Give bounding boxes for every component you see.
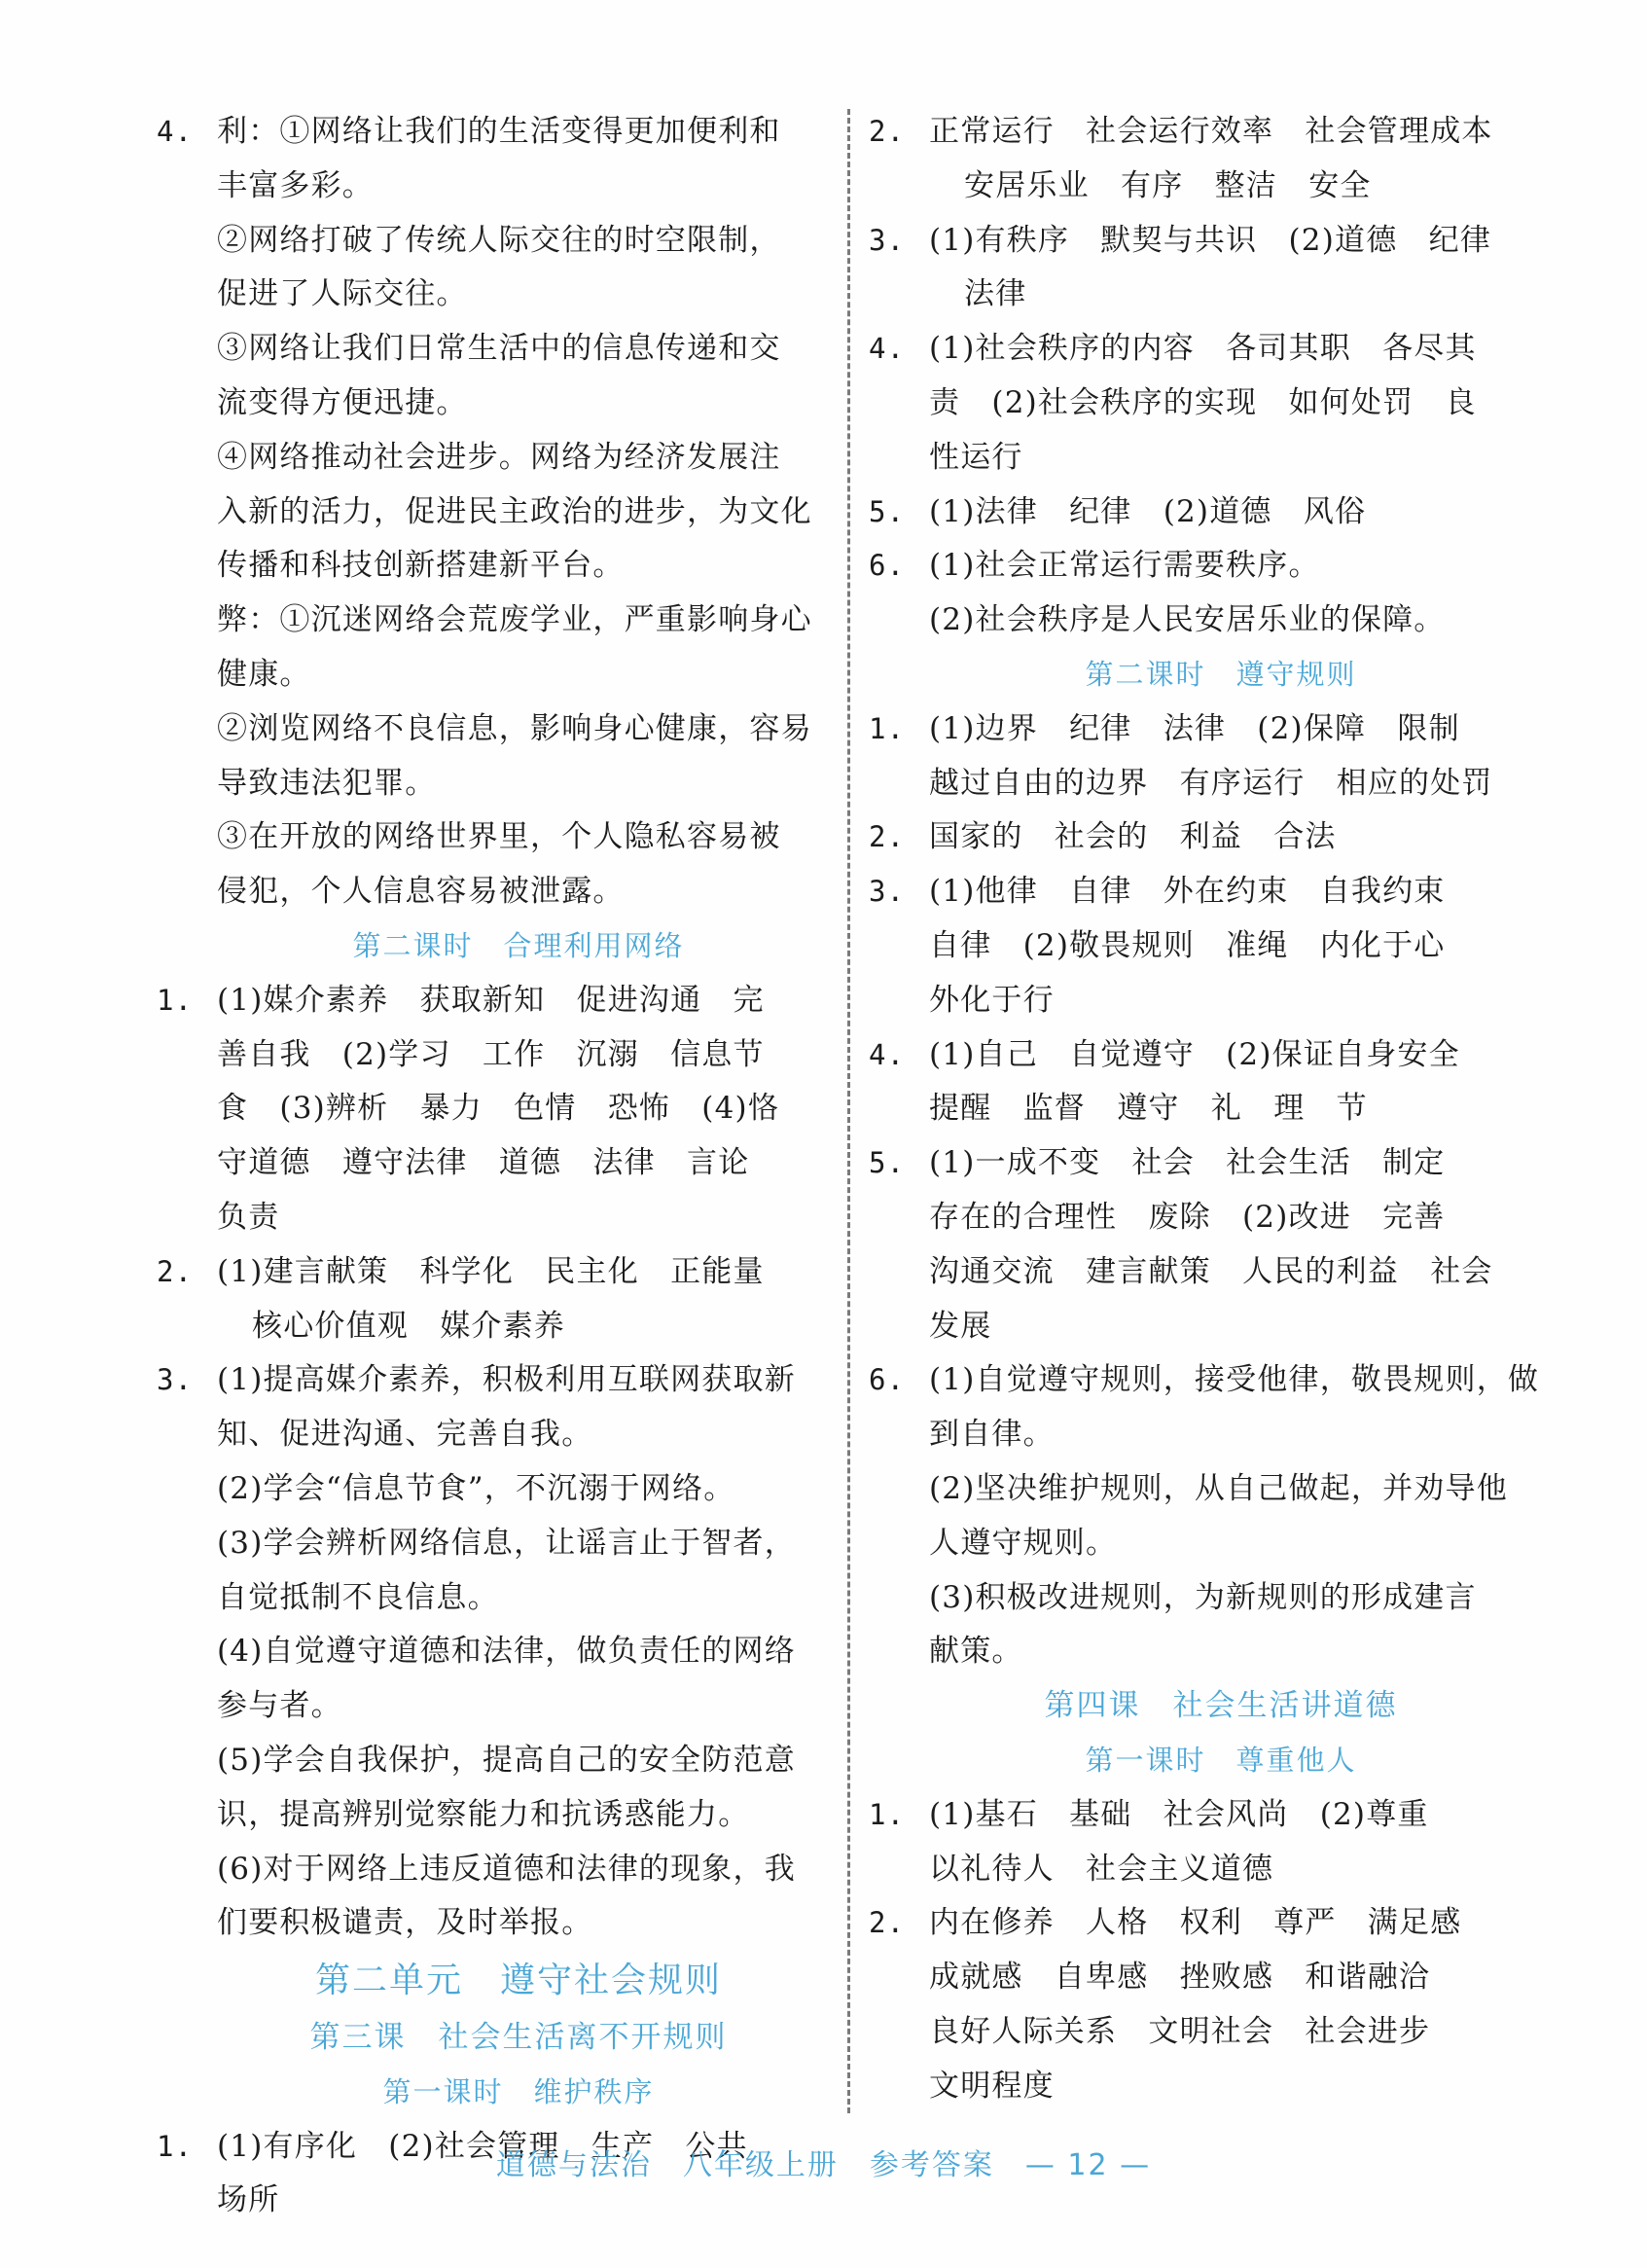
answer-line — [871, 377, 1532, 431]
answer-text: 到自律。 — [929, 1417, 1055, 1453]
answer-line — [159, 1028, 820, 1083]
answer-text: 献策。 — [929, 1634, 1023, 1670]
period-heading: 第二课时 合理利用网络 — [352, 928, 685, 962]
answer-text: (1)提高媒介素养，积极利用互联网获取新 — [217, 1362, 796, 1398]
answer-line — [159, 1788, 820, 1843]
answer-text: (1)边界 纪律 法律 (2)保障 限制 — [929, 710, 1460, 746]
answer-item — [871, 322, 1532, 377]
answer-line — [871, 1571, 1532, 1626]
item-number: 1. — [157, 2129, 194, 2163]
answer-text: 文明程度 — [929, 2068, 1055, 2104]
answer-text: (1)自觉遵守规则，接受他律，敬畏规则，做 — [929, 1362, 1540, 1398]
answer-item — [871, 1896, 1532, 1951]
answer-line — [159, 1679, 820, 1734]
answer-line — [871, 594, 1532, 648]
item-number: 5. — [869, 1146, 906, 1180]
answer-line — [871, 1245, 1532, 1300]
answer-text: 利：①网络让我们的生活变得更加便利和 — [217, 114, 781, 149]
item-number: 2. — [869, 820, 906, 854]
answer-line — [159, 1191, 820, 1245]
answer-text: 丰富多彩。 — [217, 167, 374, 203]
answer-item — [871, 214, 1532, 269]
lesson-heading: 第四课 社会生活讲道德 — [1044, 1688, 1398, 1724]
answer-text: (1)社会秩序的内容 各司其职 各尽其 — [929, 331, 1477, 367]
answer-line — [871, 1951, 1532, 2005]
answer-line — [871, 268, 1532, 322]
answer-line — [159, 486, 820, 540]
answer-text: (1)社会正常运行需要秩序。 — [929, 548, 1320, 584]
answer-text: (1)法律 纪律 (2)道德 风俗 — [929, 493, 1367, 529]
answer-line — [159, 1082, 820, 1136]
answer-text: 参与者。 — [217, 1688, 342, 1724]
answer-text: (1)媒介素养 获取新知 促进沟通 完 — [217, 982, 765, 1018]
answer-line — [159, 1408, 820, 1462]
answer-text: 人遵守规则。 — [929, 1525, 1118, 1561]
answer-line — [159, 1462, 820, 1517]
answer-text: 国家的 社会的 利益 合法 — [929, 819, 1337, 855]
answer-line — [159, 810, 820, 865]
answer-text: ②网络打破了传统人际交往的时空限制， — [217, 222, 781, 258]
answer-line — [871, 2005, 1532, 2060]
answer-text: 正常运行 社会运行效率 社会管理成本 — [929, 114, 1493, 149]
answer-item — [871, 1136, 1532, 1191]
answer-line — [871, 1300, 1532, 1354]
item-number: 3. — [869, 223, 906, 257]
item-number: 1. — [869, 711, 906, 745]
answer-line — [159, 377, 820, 431]
answer-item — [159, 974, 820, 1028]
answer-line — [871, 1517, 1532, 1571]
answer-line — [871, 1082, 1532, 1136]
answer-item — [159, 1353, 820, 1408]
answer-text: 良好人际关系 文明社会 社会进步 — [929, 2013, 1431, 2049]
answer-text: 存在的合理性 废除 (2)改进 完善 — [929, 1199, 1446, 1235]
left-column — [159, 105, 820, 2228]
answer-item — [871, 702, 1532, 757]
answer-line — [871, 974, 1532, 1028]
answer-line — [871, 2060, 1532, 2114]
answer-text: (1)他律 自律 外在约束 自我约束 — [929, 874, 1446, 910]
answer-line — [159, 1517, 820, 1571]
answer-item — [871, 1788, 1532, 1843]
answer-text: 弊：①沉迷网络会荒废学业，严重影响身心 — [217, 602, 812, 638]
answer-line — [871, 1625, 1532, 1679]
answer-line — [871, 757, 1532, 811]
answer-text: 知、促进沟通、完善自我。 — [217, 1417, 593, 1453]
answer-text: 侵犯，个人信息容易被泄露。 — [217, 874, 625, 910]
answer-line — [159, 1625, 820, 1679]
item-number: 1. — [157, 983, 194, 1017]
answer-line — [871, 919, 1532, 974]
answer-text: 安居乐业 有序 整洁 安全 — [964, 167, 1372, 203]
item-number: 6. — [869, 1363, 906, 1397]
answer-text: 场所 — [217, 2182, 280, 2218]
answer-text: 提醒 监督 遵守 礼 理 节 — [929, 1091, 1368, 1127]
period-heading: 第一课时 维护秩序 — [382, 2074, 655, 2108]
answer-text: 食 (3)辨析 暴力 色情 恐怖 (4)恪 — [217, 1091, 780, 1127]
answer-line — [871, 160, 1532, 214]
answer-line — [871, 1843, 1532, 1897]
item-number: 4. — [869, 332, 906, 366]
answer-text: 性运行 — [929, 439, 1023, 475]
answer-text: (2)社会秩序是人民安居乐业的保障。 — [929, 602, 1446, 638]
answer-line — [159, 322, 820, 377]
answer-line — [159, 1571, 820, 1626]
column-divider — [847, 109, 850, 2113]
lesson-heading: 第三课 社会生活离不开规则 — [309, 2020, 728, 2056]
answer-text: 健康。 — [217, 656, 311, 692]
answer-text: ②浏览网络不良信息，影响身心健康，容易 — [217, 710, 812, 746]
right-column — [869, 105, 1540, 2113]
item-number: 5. — [869, 494, 906, 528]
answer-text: (2)学会“信息节食”，不沉溺于网络。 — [217, 1470, 735, 1506]
answer-line — [159, 1136, 820, 1191]
answer-item — [871, 105, 1532, 160]
answer-line — [159, 594, 820, 648]
unit-heading: 第二单元 遵守社会规则 — [314, 1961, 722, 2001]
answer-line — [871, 431, 1532, 486]
answer-text: 内在修养 人格 权利 尊严 满足感 — [929, 1905, 1462, 1941]
answer-line — [159, 1734, 820, 1788]
answer-line — [159, 214, 820, 269]
answer-line — [159, 268, 820, 322]
answer-text: 传播和科技创新搭建新平台。 — [217, 548, 625, 584]
answer-line — [159, 431, 820, 486]
answer-item — [871, 865, 1532, 919]
answer-text: (5)学会自我保护，提高自己的安全防范意 — [217, 1742, 796, 1778]
answer-line — [159, 1843, 820, 1897]
answer-text: 入新的活力，促进民主政治的进步，为文化 — [217, 493, 812, 529]
answer-line — [159, 865, 820, 919]
answer-line — [871, 1462, 1532, 1517]
answer-item — [159, 1245, 820, 1300]
item-number: 4. — [157, 115, 194, 148]
answer-line — [159, 1300, 820, 1354]
answer-text: 沟通交流 建言献策 人民的利益 社会 — [929, 1253, 1493, 1289]
answer-text: 自觉抵制不良信息。 — [217, 1579, 499, 1615]
answer-item — [871, 1028, 1532, 1083]
answer-text: 外化于行 — [929, 982, 1055, 1018]
answer-text: (2)坚决维护规则，从自己做起，并劝导他 — [929, 1470, 1508, 1506]
answer-text: (1)有秩序 默契与共识 (2)道德 纪律 — [929, 222, 1492, 258]
answer-line — [159, 1896, 820, 1951]
item-number: 6. — [869, 549, 906, 583]
answer-item — [871, 539, 1532, 594]
answer-text: ③网络让我们日常生活中的信息传递和交 — [217, 331, 781, 367]
item-number: 3. — [869, 875, 906, 909]
answer-text: (1)有序化 (2)社会管理 生产 公共 — [217, 2128, 748, 2164]
answer-text: 以礼待人 社会主义道德 — [929, 1851, 1274, 1887]
answer-line — [159, 648, 820, 702]
period-heading: 第一课时 尊重他人 — [1085, 1743, 1357, 1777]
answer-line — [159, 757, 820, 811]
answer-text: (3)积极改进规则，为新规则的形成建言 — [929, 1579, 1477, 1615]
answer-text: (3)学会辨析网络信息，让谣言止于智者， — [217, 1525, 796, 1561]
item-number: 2. — [869, 1906, 906, 1940]
item-number: 2. — [157, 1254, 194, 1288]
answer-text: 流变得方便迅捷。 — [217, 384, 468, 420]
answer-text: (1)一成不变 社会 社会生活 制定 — [929, 1145, 1446, 1181]
answer-line — [871, 1408, 1532, 1462]
answer-text: (1)自己 自觉遵守 (2)保证自身安全 — [929, 1036, 1460, 1072]
answer-text: (4)自觉遵守道德和法律，做负责任的网络 — [217, 1634, 796, 1670]
item-number: 1. — [869, 1797, 906, 1831]
answer-text: 越过自由的边界 有序运行 相应的处罚 — [929, 765, 1493, 801]
page-footer: 道德与法治 八年级上册 参考答案 — 12 — — [495, 2148, 1152, 2182]
answer-item — [159, 105, 820, 160]
answer-text: 责 (2)社会秩序的实现 如何处罚 良 — [929, 384, 1477, 420]
answer-line — [159, 702, 820, 757]
answer-text: 守道德 遵守法律 道德 法律 言论 — [217, 1145, 750, 1181]
answer-item — [871, 486, 1532, 540]
answer-text: 善自我 (2)学习 工作 沉溺 信息节 — [217, 1036, 765, 1072]
answer-text: 负责 — [217, 1199, 280, 1235]
answer-text: 自律 (2)敬畏规则 准绳 内化于心 — [929, 927, 1446, 963]
answer-text: ③在开放的网络世界里，个人隐私容易被 — [217, 819, 781, 855]
answer-line — [159, 160, 820, 214]
answer-line — [159, 539, 820, 594]
item-number: 2. — [869, 115, 906, 148]
answer-text: (1)基石 基础 社会风尚 (2)尊重 — [929, 1796, 1429, 1832]
answer-text: 导致违法犯罪。 — [217, 765, 437, 801]
answer-text: 促进了人际交往。 — [217, 276, 468, 312]
answer-text: 识，提高辨别觉察能力和抗诱惑能力。 — [217, 1796, 750, 1832]
answer-text: 核心价值观 媒介素养 — [252, 1308, 565, 1344]
answer-item — [871, 810, 1532, 865]
answer-text: (6)对于网络上违反道德和法律的现象，我 — [217, 1851, 796, 1887]
item-number: 3. — [157, 1363, 194, 1397]
answer-text: (1)建言献策 科学化 民主化 正能量 — [217, 1253, 765, 1289]
answer-text: 们要积极谴责，及时举报。 — [217, 1905, 593, 1941]
answer-text: 成就感 自卑感 挫败感 和谐融洽 — [929, 1960, 1431, 1996]
answer-text: 发展 — [929, 1308, 992, 1344]
answer-text: 法律 — [964, 276, 1027, 312]
answer-text: ④网络推动社会进步。网络为经济发展注 — [217, 439, 781, 475]
answer-line — [871, 1191, 1532, 1245]
period-heading: 第二课时 遵守规则 — [1085, 657, 1357, 691]
item-number: 4. — [869, 1037, 906, 1071]
answer-item — [869, 1353, 1540, 1408]
